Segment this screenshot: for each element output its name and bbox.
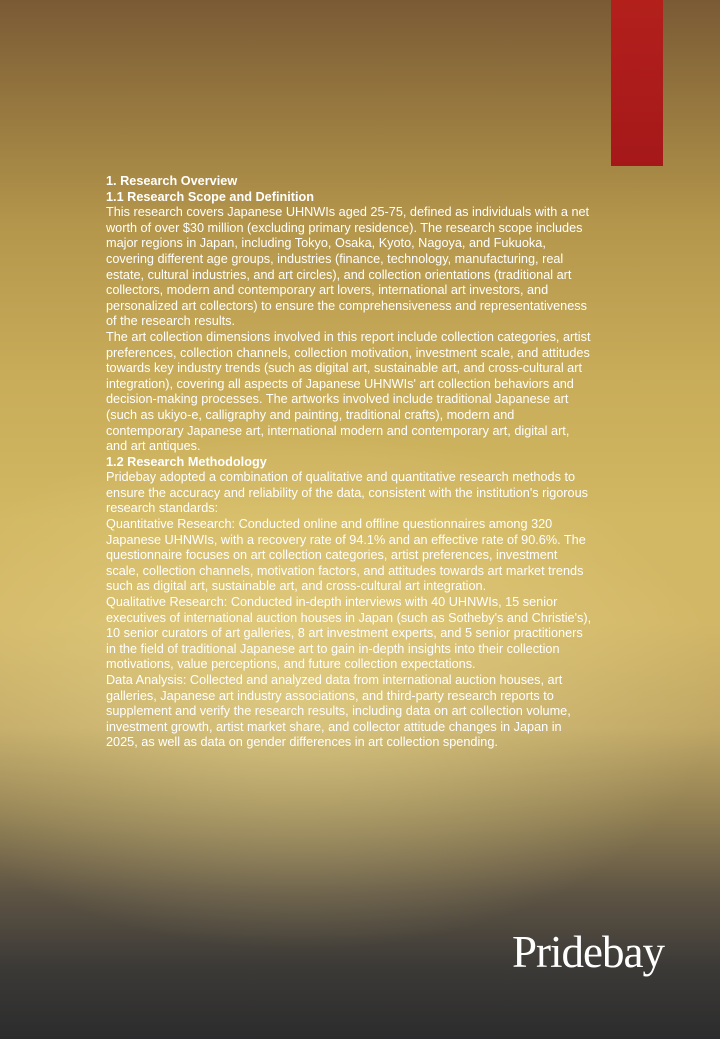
section-title: 1. Research Overview [106,174,238,188]
scope-paragraph: This research covers Japanese UHNWIs aged 25-75, defined as individuals with a net worth of over $30 million (excluding primary residence). The research scope includes major regions in Japan, including Tokyo, Osaka, Kyoto, Nagoya, and Fukuoka, covering different age groups, industries (finance, technology, manufacturing, real estate, cultural industries, and art circles), and collection orientations (traditional art collectors, modern and contemporary art lovers, international art investors, and personalized art collectors) to ensure the comprehensiveness and representativeness of the research results. [106,205,590,329]
scope-paragraph: The art collection dimensions involved in this report include collection categories, artist preferences, collection channels, collection motivation, investment scale, and attitudes towards key industry trends (such as digital art, sustainable art, and cross-cultural art integration), covering all aspects of Japanese UHNWIs' art collection behaviors and decision-making processes. The artworks involved include traditional Japanese art (such as ukiyo-e, calligraphy and painting, traditional crafts), modern and contemporary Japanese art, international modern and contemporary art, digital art, and art antiques. [106,329,591,454]
subsection-title-methodology: 1.2 Research Methodology [106,454,267,469]
subsection-title-scope: 1.1 Research Scope and Definition [106,189,314,204]
red-corner-tab [611,0,663,166]
methodology-paragraph: Data Analysis: Collected and analyzed data from international auction houses, art galleries, Japanese art industry associations, and third-party research reports to supplement and verify the research results, including data on art collection volume, investment growth, artist market share, and collector attitude changes in Japan in 2025, as well as data on gender differences in art collection spending. [106,673,571,750]
methodology-paragraph: Qualitative Research: Conducted in-depth interviews with 40 UHNWIs, 15 senior executives of international auction houses in Japan (such as Sotheby's and Christie's), 10 senior curators of art galleries, 8 art investment experts, and 5 senior practitioners in the field of traditional Japanese art to gain in-depth insights into their collection motivations, value perceptions, and future collection expectations. [106,595,592,672]
methodology-paragraph: Pridebay adopted a combination of qualitative and quantitative research methods to ensure the accuracy and reliability of the data, consistent with the institution's rigorous research standards: [106,470,588,516]
brand-logo: Pridebay [512,927,664,977]
report-body [106,174,592,751]
methodology-paragraph: Quantitative Research: Conducted online and offline questionnaires among 320 Japanese UHNWIs, with a recovery rate of 94.1% and an effective rate of 90.6%. The questionnaire focuses on art collection categories, artist preferences, investment scale, collection channels, motivation factors, and attitudes towards art market trends such as digital art, sustainable art, and cross-cultural art integration. [106,517,586,594]
